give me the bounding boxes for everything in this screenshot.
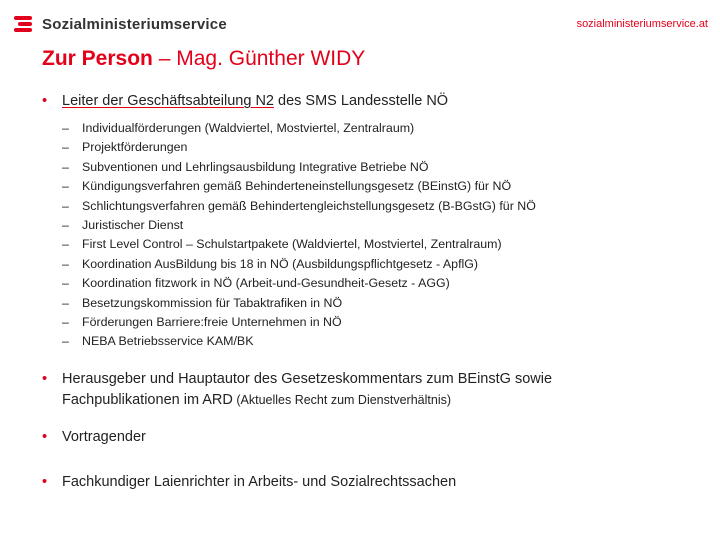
bullet-vortragender-text: Vortragender bbox=[62, 429, 146, 445]
list-item: – Förderungen Barriere:freie Unternehmen in NÖ bbox=[62, 315, 342, 330]
list-item: – Kündigungsverfahren gemäß Behinderteneinstellungsgesetz (BEinstG) für NÖ bbox=[62, 179, 512, 194]
bullet-leiter bbox=[42, 93, 448, 109]
list-item: – NEBA Betriebsservice KAM/BK bbox=[62, 334, 254, 349]
list-item: – Projektförderungen bbox=[62, 140, 188, 155]
logo-text: Sozialministeriumservice bbox=[42, 15, 227, 33]
bullet-icon: • bbox=[42, 371, 48, 387]
bullet-icon: • bbox=[42, 429, 48, 445]
bullet-vortragender bbox=[42, 429, 146, 445]
bullet-laienrichter-text: Fachkundiger Laienrichter in Arbeits- und Sozialrechtssachen bbox=[62, 474, 457, 490]
list-item: – Juristischer Dienst bbox=[62, 218, 184, 233]
bullet-icon: • bbox=[42, 474, 48, 490]
title-separator: – bbox=[152, 47, 177, 70]
bullet-icon: • bbox=[42, 93, 48, 109]
bullet-herausgeber-note: (Aktuelles Recht zum Dienstverhältnis) bbox=[232, 393, 452, 407]
bullet-laienrichter bbox=[42, 474, 456, 490]
logo-mark-icon bbox=[14, 14, 36, 34]
list-item: – Koordination fitzwork in NÖ (Arbeit-und-Gesundheit-Gesetz - AGG) bbox=[62, 276, 450, 291]
bullet-leiter-link[interactable]: Leiter der Geschäftsabteilung N2 bbox=[62, 93, 274, 109]
site-link[interactable]: sozialministeriumservice.at bbox=[576, 18, 708, 30]
list-item: – Subventionen und Lehrlingsausbildung Integrative Betriebe NÖ bbox=[62, 159, 429, 174]
task-list bbox=[62, 119, 536, 352]
list-item: – Koordination AusBildung bis 18 in NÖ (Ausbildungspflichtgesetz - ApflG) bbox=[62, 256, 479, 271]
title-name: Mag. Günther WIDY bbox=[176, 47, 366, 70]
list-item: – Schlichtungsverfahren gemäß Behindertengleichstellungsgesetz (B-BGstG) für NÖ bbox=[62, 198, 536, 213]
list-item: – Besetzungskommission für Tabaktrafiken in NÖ bbox=[62, 295, 343, 310]
page-title bbox=[42, 47, 365, 71]
list-item: – Individualförderungen (Waldviertel, Mostviertel, Zentralraum) bbox=[62, 121, 415, 135]
bullet-herausgeber-line2: Fachpublikationen im ARD (Aktuelles Recht zum Dienstverhältnis) bbox=[62, 392, 452, 408]
title-bold: Zur Person bbox=[42, 47, 153, 70]
logo bbox=[14, 14, 227, 34]
bullet-herausgeber-line1: Herausgeber und Hauptautor des Gesetzeskommentars zum BEinstG sowie bbox=[62, 371, 553, 387]
list-item: – First Level Control – Schulstartpakete (Waldviertel, Mostviertel, Zentralraum) bbox=[62, 237, 502, 252]
bullet-herausgeber bbox=[42, 369, 552, 411]
bullet-leiter-rest: des SMS Landesstelle NÖ bbox=[274, 93, 449, 109]
